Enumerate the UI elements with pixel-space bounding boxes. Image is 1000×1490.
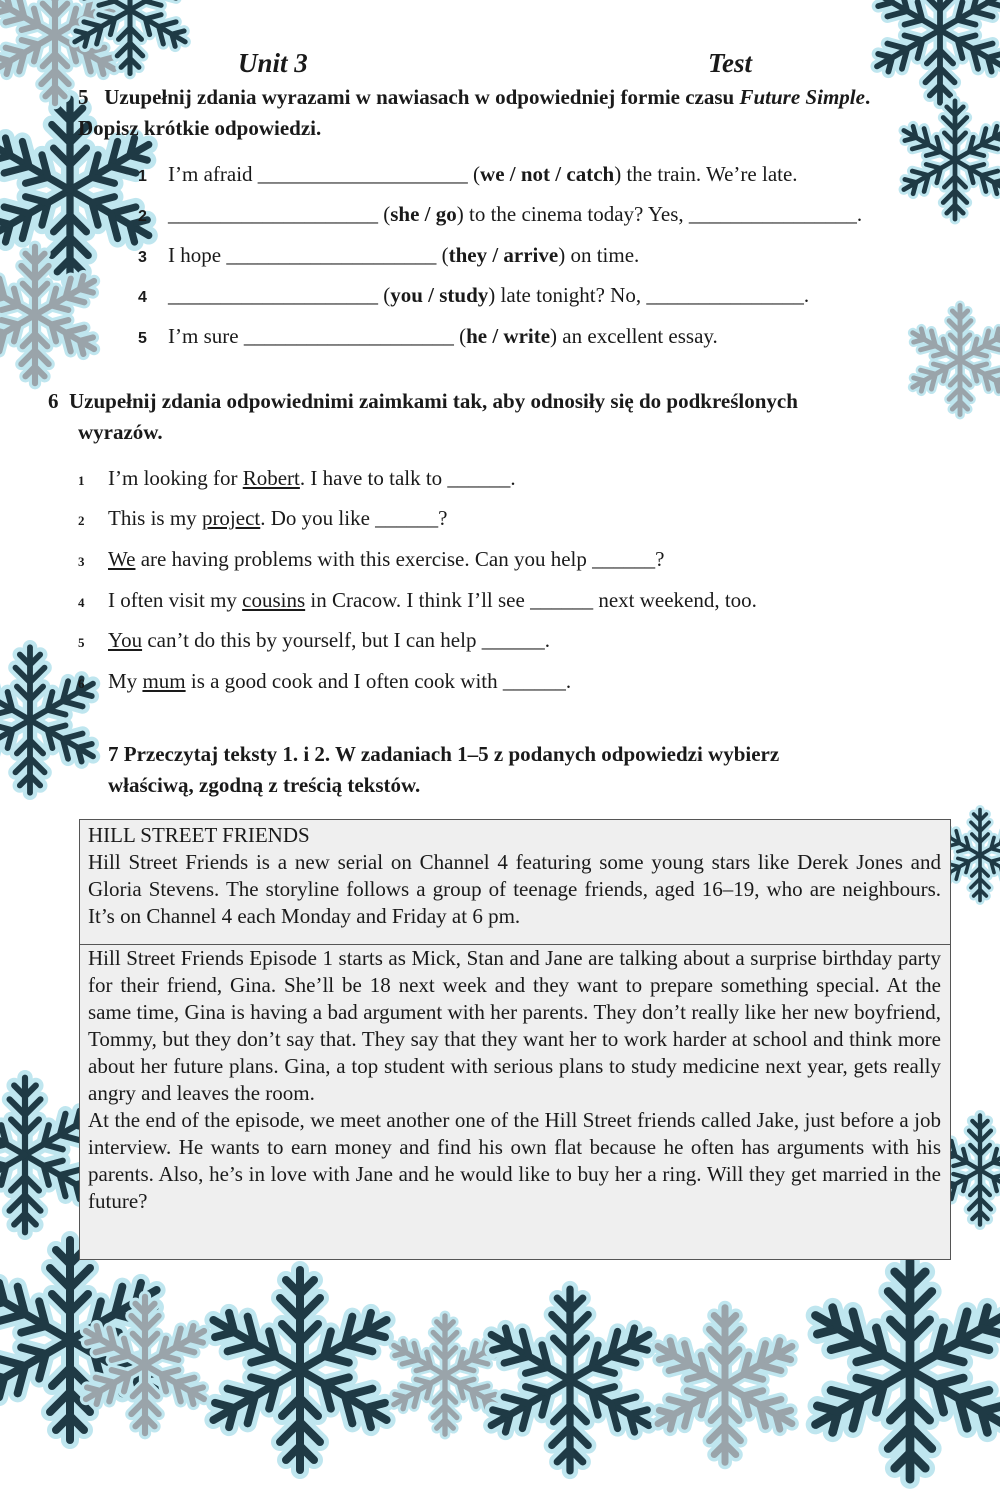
snowflake-icon: [640, 1300, 810, 1470]
item-text[interactable]: . I have to talk to ______.: [299, 466, 516, 490]
item-text: an excellent essay.: [557, 324, 718, 348]
underlined-word: mum: [142, 669, 186, 693]
item-text: ): [614, 162, 622, 186]
task6-item-3: [78, 547, 664, 572]
verb-hint: we / not / catch: [480, 162, 615, 186]
item-text: (: [436, 243, 449, 267]
task5-instruction: [78, 82, 898, 144]
task5-item-2: [138, 202, 862, 227]
snowflake-icon: [790, 1250, 1000, 1490]
task6-item-2: [78, 506, 447, 531]
item-number: 4: [138, 289, 147, 306]
item-number: 6: [78, 676, 85, 691]
item-text: (: [467, 162, 481, 186]
text1-title: HILL STREET FRIENDS: [88, 823, 310, 847]
verb-hint: she / go: [390, 202, 457, 226]
item-number: 1: [78, 473, 85, 488]
task6-item-5: [78, 628, 550, 653]
task5-item-1: [138, 162, 798, 187]
answer-blank[interactable]: ____________________: [243, 324, 454, 348]
underlined-word: Robert: [242, 466, 300, 490]
snowflake-icon: [0, 630, 110, 810]
item-number: 3: [138, 249, 147, 266]
item-text: (: [378, 283, 391, 307]
item-text[interactable]: is a good cook and I often cook with ______.: [185, 669, 572, 693]
item-text: This is my: [108, 506, 202, 530]
item-text: ): [558, 243, 566, 267]
item-number: 5: [138, 330, 147, 347]
task5-instruction-text: Uzupełnij zdania wyrazami w nawiasach w odpowiedniej formie czasu: [104, 85, 735, 109]
item-text: I’m sure: [168, 324, 244, 348]
item-text: ): [488, 283, 496, 307]
item-number: 4: [78, 595, 85, 610]
verb-hint: he / write: [466, 324, 551, 348]
task7-instruction: [108, 739, 908, 801]
text1-box: [79, 819, 951, 945]
item-text: I often visit my: [108, 588, 243, 612]
text2-paragraph-1: Hill Street Friends Episode 1 starts as Mick, Stan and Jane are talking about a surprise birthday party for their friend, Gina. She’ll be 18 next week and they want to prepare something special. At the same time, Gina is having a bad argument with her parents. They don’t really like her new boyfriend, Tommy, but they don’t say that. They say that they want her to work harder at school and think more about her future plans. Gina, a top student with serious plans to study medicine next year, gets really angry and leaves the room.: [88, 946, 941, 1105]
task6-item-4: [78, 588, 757, 613]
snowflake-icon: [890, 60, 1000, 260]
answer-blank[interactable]: ____________________: [226, 243, 437, 267]
verb-hint: they / arrive: [448, 243, 559, 267]
task7-instruction-line1: 7 Przeczytaj teksty 1. i 2. W zadaniach 1–5 z podanych odpowiedzi wybierz: [108, 742, 780, 766]
item-number: 1: [138, 168, 147, 185]
item-text: (: [453, 324, 467, 348]
answer-blank[interactable]: ____________________: [168, 202, 378, 226]
answer-blank[interactable]: ____________________: [168, 283, 378, 307]
item-text: I’m looking for: [108, 466, 243, 490]
task6-instruction-line2: wyrazów.: [78, 420, 163, 444]
underlined-word: project: [201, 506, 261, 530]
text1-body: Hill Street Friends is a new serial on Channel 4 featuring some young stars like Derek Jones and Gloria Stevens. The storyline follows a group of teenage friends, aged 16–19, who are neighbours. It’s on Channel 4 each Monday and Friday at 6 pm.: [88, 850, 941, 928]
answer-blank[interactable]: ____________________: [257, 162, 468, 186]
task6-number: 6: [48, 389, 59, 413]
item-text: I’m afraid: [168, 162, 258, 186]
item-text: (: [378, 202, 391, 226]
task6-instruction: [48, 386, 918, 448]
text2-paragraph-2: At the end of the episode, we meet another one of the Hill Street friends called Jake, just before a job interview. He wants to earn money and find his own flat because he often has arguments with his parents. Also, he’s in love with Jane and he would like to buy her a ring. Will they get married in the future?: [88, 1108, 941, 1213]
task5-number: 5: [78, 85, 89, 109]
item-text[interactable]: . Do you like ______?: [260, 506, 448, 530]
item-text: ): [550, 324, 558, 348]
task5-item-5: [138, 324, 718, 349]
item-text[interactable]: in Cracow. I think I’ll see ______ next weekend, too.: [305, 588, 757, 612]
underlined-word: We: [108, 547, 136, 571]
underlined-word: You: [108, 628, 143, 652]
task6-item-1: [78, 466, 516, 491]
item-number: 2: [138, 208, 147, 225]
task6-instruction-line1: Uzupełnij zdania odpowiednimi zaimkami tak, aby odnosiły się do podkreślonych: [69, 389, 798, 413]
item-text: I hope: [168, 243, 227, 267]
item-text: the train. We’re late.: [621, 162, 798, 186]
snowflake-icon: [190, 1260, 410, 1480]
item-text: ): [456, 202, 464, 226]
unit-title: Unit 3: [238, 48, 308, 78]
task5-item-3: [138, 243, 639, 268]
verb-hint: you / study: [390, 283, 489, 307]
item-number: 5: [78, 635, 85, 650]
task7-instruction-line2: właściwą, zgodną z treścią tekstów.: [108, 773, 421, 797]
test-title: Test: [708, 48, 753, 78]
item-number: 2: [78, 513, 85, 528]
item-text: on time.: [565, 243, 640, 267]
item-text: My: [108, 669, 143, 693]
underlined-word: cousins: [242, 588, 306, 612]
snowflake-icon: [0, 240, 110, 390]
text2-box: [79, 944, 951, 1260]
task5-instruction-end: . Dopisz krótkie odpowiedzi.: [78, 85, 871, 140]
item-text[interactable]: can’t do this by yourself, but I can help ______.: [142, 628, 550, 652]
task5-instruction-tense: Future Simple: [739, 85, 865, 109]
item-number: 3: [78, 554, 85, 569]
item-text[interactable]: to the cinema today? Yes, ________________.: [463, 202, 863, 226]
snowflake-icon: [60, 0, 200, 80]
task5-item-4: [138, 283, 809, 308]
item-text[interactable]: late tonight? No, _______________.: [495, 283, 810, 307]
item-text[interactable]: are having problems with this exercise. Can you help ______?: [135, 547, 665, 571]
task6-item-6: [78, 669, 571, 694]
